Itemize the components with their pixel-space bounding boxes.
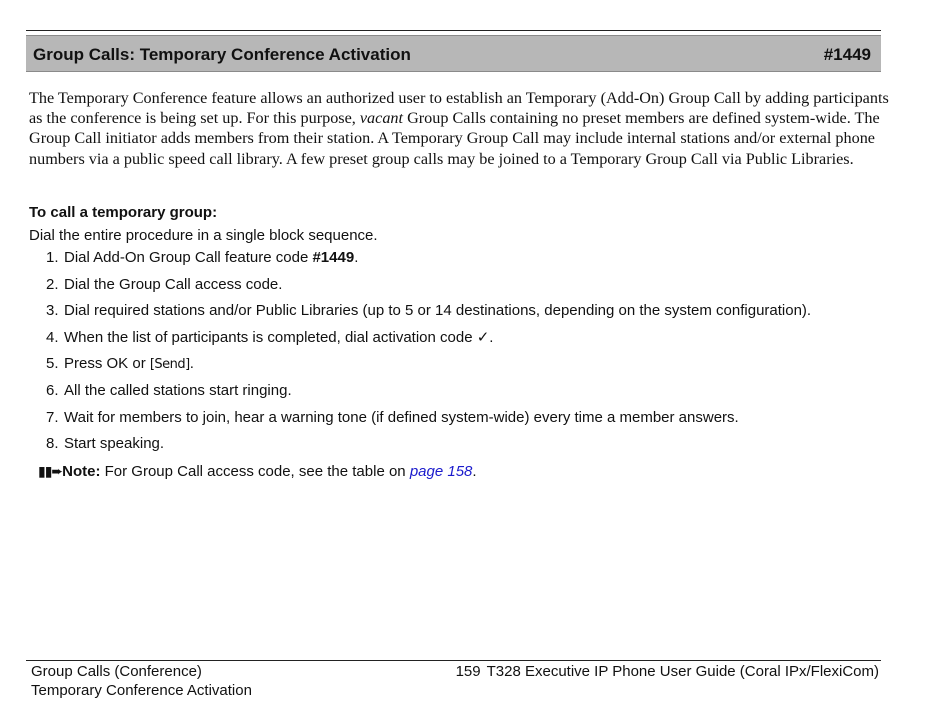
section-header bbox=[26, 35, 881, 72]
step-6 bbox=[46, 381, 886, 408]
bottom-divider bbox=[26, 660, 881, 661]
footer-subsection-title: Temporary Conference Activation bbox=[31, 682, 252, 699]
step-text: When the list of participants is completed, dial activation code bbox=[64, 328, 477, 346]
step-text: All the called stations start ringing. bbox=[64, 381, 292, 399]
step-5 bbox=[46, 354, 886, 381]
step-4 bbox=[46, 328, 886, 355]
note-arrow-icon: ▮▮➨ bbox=[38, 464, 63, 480]
procedure-lead: Dial the entire procedure in a single block sequence. bbox=[29, 227, 378, 244]
step-text: Wait for members to join, hear a warning tone (if defined system-wide) every time a member answers. bbox=[64, 408, 739, 426]
note-punct: . bbox=[472, 463, 477, 480]
feature-code-inline: #1449 bbox=[312, 249, 355, 266]
step-number: 5. bbox=[46, 355, 59, 373]
step-text: Dial Add-On Group Call feature code bbox=[64, 249, 313, 266]
step-number: 4. bbox=[46, 328, 59, 346]
step-number: 7. bbox=[46, 408, 59, 426]
step-7 bbox=[46, 408, 886, 435]
checkmark-icon: ✓ bbox=[476, 328, 490, 346]
step-punct: . bbox=[354, 249, 359, 266]
step-number: 1. bbox=[46, 249, 59, 266]
step-number: 8. bbox=[46, 435, 59, 453]
send-key-label: [Send] bbox=[149, 357, 190, 373]
step-punct: . bbox=[189, 355, 194, 373]
intro-text-1: The Temporary Conference feature allows an authorized user to establish an Temporary (Add-On) Group Call by adding participants as the conference is being set up. For this purpose, bbox=[29, 89, 889, 128]
page-number: 159 bbox=[455, 663, 481, 680]
note-label: Note: bbox=[62, 463, 101, 480]
page-link[interactable]: page 158 bbox=[409, 463, 473, 480]
step-text: Dial the Group Call access code. bbox=[64, 275, 283, 293]
guide-title: T328 Executive IP Phone User Guide (Coral IPx/FlexiCom) bbox=[486, 663, 879, 680]
feature-code: #1449 bbox=[823, 45, 871, 64]
step-number: 2. bbox=[46, 275, 59, 293]
step-text: Dial required stations and/or Public Libraries (up to 5 or 14 destinations, depending on the system configuration). bbox=[64, 302, 812, 320]
footer-guide bbox=[456, 662, 879, 681]
step-3 bbox=[46, 301, 886, 328]
step-text: Start speaking. bbox=[64, 435, 165, 453]
step-number: 3. bbox=[46, 302, 59, 320]
section-title: Group Calls: Temporary Conference Activation bbox=[33, 45, 411, 64]
step-8 bbox=[46, 434, 886, 461]
procedure-steps bbox=[46, 248, 886, 461]
step-punct: . bbox=[489, 328, 494, 346]
intro-paragraph bbox=[29, 88, 889, 169]
step-2 bbox=[46, 275, 886, 302]
step-1 bbox=[46, 248, 886, 275]
intro-emphasis: vacant bbox=[359, 109, 404, 128]
procedure-heading: To call a temporary group: bbox=[29, 204, 218, 221]
footer-section bbox=[31, 662, 252, 700]
footer-section-title: Group Calls (Conference) bbox=[31, 663, 202, 680]
top-divider bbox=[26, 30, 881, 31]
step-text: Press OK or bbox=[64, 355, 150, 373]
note bbox=[38, 463, 477, 480]
intro-text-2: Group Calls containing no preset members are defined system-wide. The Group Call initiator adds members from their station. A Temporary Group Call may include internal stations and/or external phone numbers via a public speed call library. A few preset group calls may be joined to a Temporary Group Call via Public Libraries. bbox=[29, 109, 880, 168]
note-text: For Group Call access code, see the table on bbox=[100, 463, 410, 480]
step-number: 6. bbox=[46, 381, 59, 399]
